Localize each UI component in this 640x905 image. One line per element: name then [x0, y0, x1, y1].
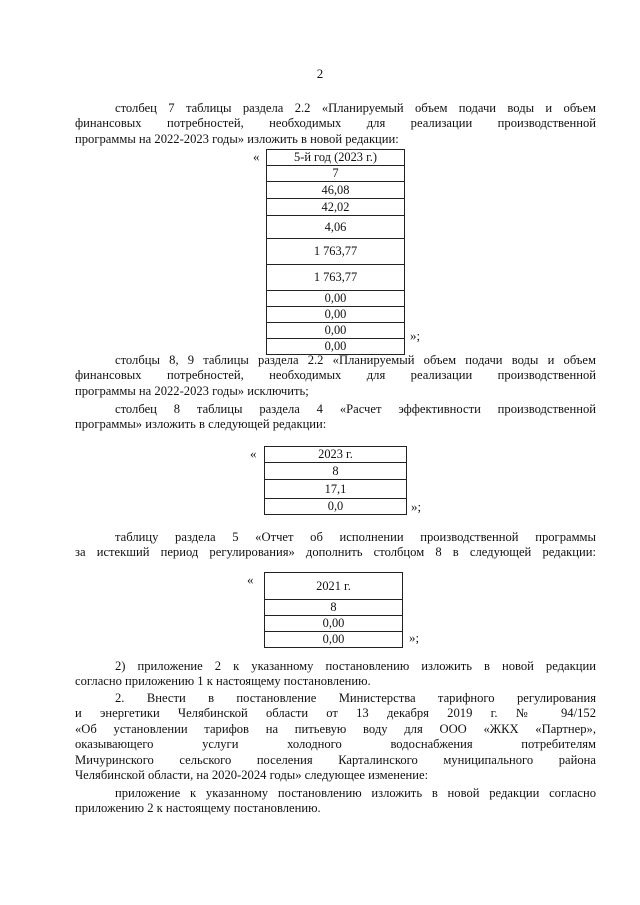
- close-quote: »;: [411, 499, 422, 514]
- paragraph-line: программы» изложить в следующей редакции:: [75, 417, 327, 432]
- table-column-8-report: [264, 572, 403, 648]
- paragraph-6: [75, 691, 596, 783]
- paragraph-line: приложение к указанному постановлению изложить в новой редакции согласно: [115, 786, 596, 800]
- paragraph-line: финансовых потребностей, необходимых для реализации производственной: [75, 116, 596, 131]
- paragraph-3: [75, 402, 596, 433]
- paragraph-5: [75, 659, 596, 690]
- paragraph-line: программы на 2022-2023 годы» изложить в новой редакции:: [75, 131, 399, 146]
- paragraph-line: 2) приложение 2 к указанному постановлению изложить в новой редакции: [115, 659, 596, 673]
- paragraph-line: таблицу раздела 5 «Отчет об исполнении производственной программы: [115, 530, 596, 544]
- open-quote: «: [250, 446, 257, 461]
- paragraph-line: «Об установлении тарифов на питьевую воду для ООО «ЖКХ «Партнер»,: [75, 721, 596, 736]
- paragraph-7: [75, 786, 596, 817]
- paragraph-line: приложению 2 к настоящему постановлению.: [75, 801, 321, 816]
- paragraph-line: столбец 7 таблицы раздела 2.2 «Планируемый объем подачи воды и объем: [115, 101, 596, 115]
- paragraph-line: программы на 2022-2023 годы» исключить;: [75, 383, 309, 398]
- paragraph-line: оказывающего услуги холодного водоснабжения потребителям: [75, 737, 596, 752]
- paragraph-line: согласно приложению 1 к настоящему постановлению.: [75, 674, 371, 689]
- paragraph-4: [75, 530, 596, 561]
- table-cell: 0,0: [265, 499, 407, 515]
- table-cell: 0,00: [267, 339, 405, 355]
- close-quote: »;: [409, 630, 420, 645]
- paragraph-line: финансовых потребностей, необходимых для реализации производственной: [75, 368, 596, 383]
- table-cell: 46,08: [267, 182, 405, 199]
- table-header: 5-й год (2023 г.): [267, 150, 405, 166]
- table-cell: 4,06: [267, 216, 405, 239]
- table-cell: 1 763,77: [267, 239, 405, 265]
- table-cell: 42,02: [267, 199, 405, 216]
- paragraph-line: 2. Внести в постановление Министерства тарифного регулирования: [115, 691, 596, 705]
- table-cell: 8: [265, 600, 403, 616]
- paragraph-line: за истекший период регулирования» дополнить столбцом 8 в следующей редакции:: [75, 545, 596, 560]
- paragraph-1: [75, 101, 596, 147]
- table-cell: 8: [265, 463, 407, 480]
- table-cell: 0,00: [267, 291, 405, 307]
- close-quote: »;: [410, 328, 421, 343]
- paragraph-line: Мичуринского сельского поселения Карталинского муниципального района: [75, 752, 596, 767]
- paragraph-line: столбцы 8, 9 таблицы раздела 2.2 «Планируемый объем подачи воды и объем: [115, 353, 596, 367]
- table-cell: 17,1: [265, 480, 407, 499]
- paragraph-2: [75, 353, 596, 399]
- table-header: 2023 г.: [265, 447, 407, 463]
- table-cell: 0,00: [267, 307, 405, 323]
- paragraph-line: столбец 8 таблицы раздела 4 «Расчет эффективности производственной: [115, 402, 596, 416]
- table-column-7: [266, 149, 405, 355]
- table-cell: 0,00: [267, 323, 405, 339]
- table-column-8-efficiency: [264, 446, 407, 515]
- paragraph-line: Челябинской области, на 2020-2024 годы» следующее изменение:: [75, 768, 429, 783]
- open-quote: «: [247, 572, 254, 587]
- table-header: 2021 г.: [265, 573, 403, 600]
- paragraph-line: и энергетики Челябинской области от 13 декабря 2019 г. № 94/152: [75, 706, 596, 721]
- open-quote: «: [253, 149, 260, 164]
- table-cell: 0,00: [265, 616, 403, 632]
- table-cell: 1 763,77: [267, 265, 405, 291]
- page-number: 2: [316, 66, 324, 81]
- table-cell: 7: [267, 166, 405, 182]
- table-cell: 0,00: [265, 632, 403, 648]
